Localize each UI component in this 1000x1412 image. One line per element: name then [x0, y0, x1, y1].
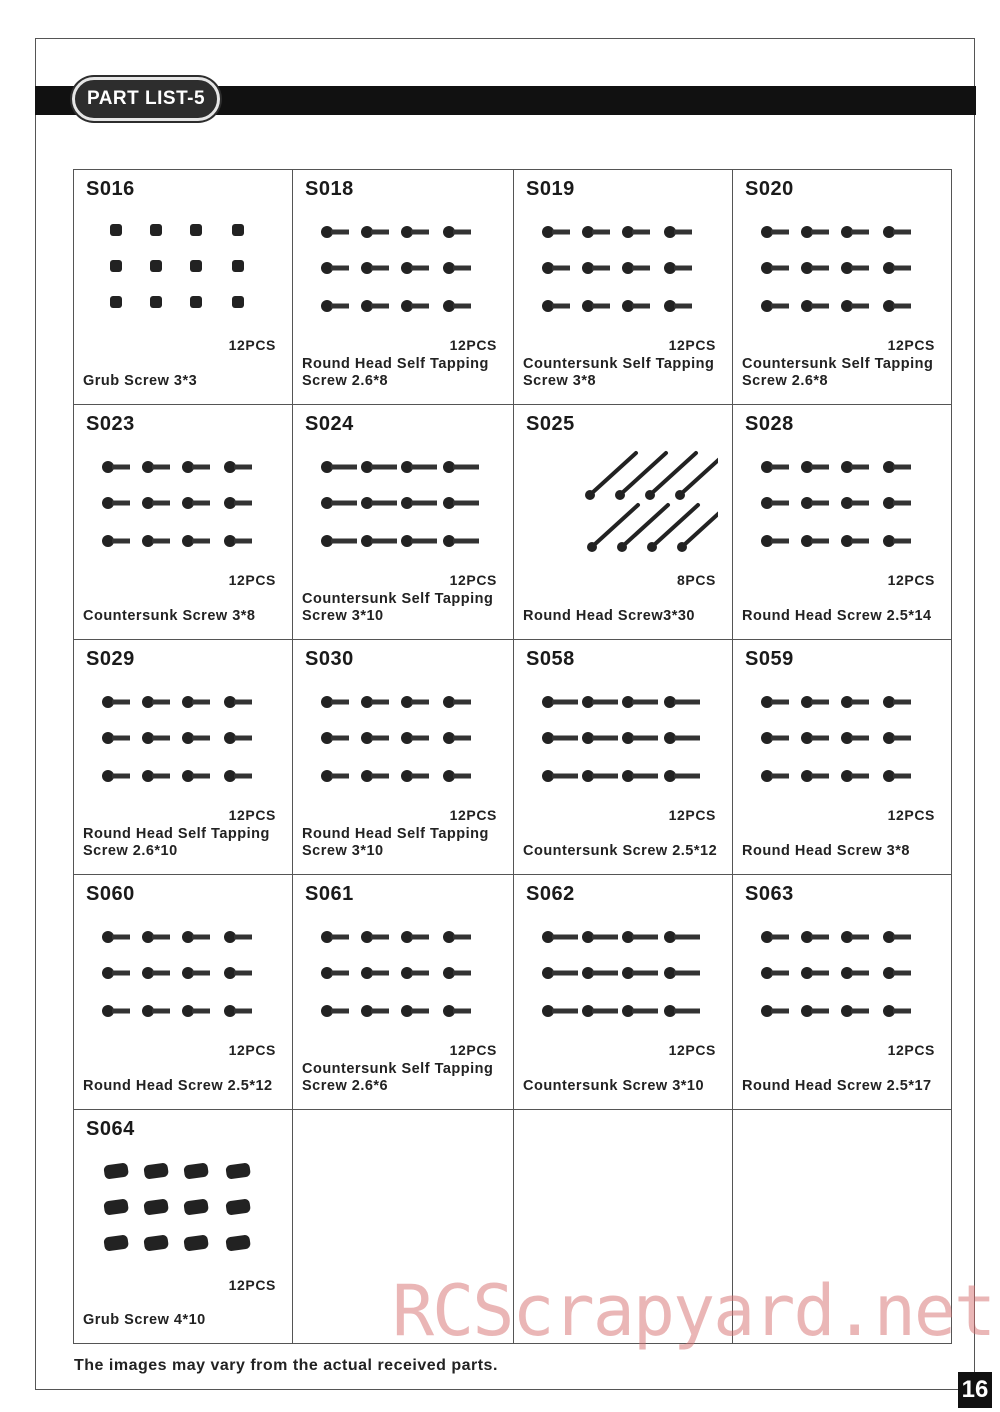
part-cell	[514, 875, 733, 1110]
part-code: S058	[526, 648, 575, 670]
part-cell	[733, 875, 952, 1110]
screw-icon	[747, 210, 937, 328]
part-cell	[74, 875, 293, 1110]
part-cell	[74, 170, 293, 405]
part-name: Grub Screw 4*10	[83, 1312, 206, 1328]
screw-icon	[307, 445, 497, 563]
part-code: S064	[86, 1118, 135, 1140]
part-cell	[74, 1110, 293, 1344]
screw-icon	[747, 915, 937, 1033]
part-quantity: 12PCS	[228, 337, 276, 353]
part-quantity: 12PCS	[449, 807, 497, 823]
screw-icon	[747, 445, 937, 563]
screw-icon	[528, 210, 718, 328]
part-name: Grub Screw 3*3	[83, 373, 198, 389]
part-cell	[74, 640, 293, 875]
part-code: S059	[745, 648, 794, 670]
part-code: S028	[745, 413, 794, 435]
part-name: Countersunk Screw 2.5*12	[523, 843, 718, 859]
part-cell	[293, 170, 514, 405]
part-name: Round Head Self Tapping Screw 2.6*10	[83, 826, 270, 859]
part-quantity: 12PCS	[668, 807, 716, 823]
disclaimer-note: The images may vary from the actual received parts.	[74, 1357, 498, 1374]
part-cell	[293, 405, 514, 640]
part-quantity: 12PCS	[449, 572, 497, 588]
part-name: Round Head Screw 2.5*17	[742, 1078, 932, 1094]
part-quantity: 12PCS	[887, 807, 935, 823]
part-name: Countersunk Screw 3*8	[83, 608, 256, 624]
screw-icon	[747, 680, 937, 798]
part-quantity: 12PCS	[228, 1277, 276, 1293]
page-number: 16	[958, 1372, 992, 1408]
part-quantity: 12PCS	[449, 337, 497, 353]
long-screw-icon	[528, 445, 718, 563]
screw-icon	[88, 915, 278, 1033]
part-code: S024	[305, 413, 354, 435]
screw-icon	[528, 680, 718, 798]
part-cell	[733, 405, 952, 640]
part-name: Round Head Self Tapping Screw 2.6*8	[302, 356, 489, 389]
part-code: S063	[745, 883, 794, 905]
parts-grid	[73, 169, 952, 1344]
section-title-pill	[72, 77, 220, 121]
part-cell	[514, 405, 733, 640]
part-code: S023	[86, 413, 135, 435]
part-code: S060	[86, 883, 135, 905]
part-name: Round Head Self Tapping Screw 3*10	[302, 826, 489, 859]
part-quantity: 12PCS	[887, 572, 935, 588]
part-cell	[514, 170, 733, 405]
part-name: Countersunk Self Tapping Screw 3*10	[302, 591, 494, 624]
screw-icon	[88, 680, 278, 798]
grub-screw-icon	[88, 1150, 278, 1268]
part-code: S029	[86, 648, 135, 670]
part-quantity: 12PCS	[228, 572, 276, 588]
part-quantity: 8PCS	[677, 572, 716, 588]
part-name: Countersunk Screw 3*10	[523, 1078, 705, 1094]
part-name: Round Head Screw 3*8	[742, 843, 910, 859]
part-cell	[733, 640, 952, 875]
screw-icon	[88, 445, 278, 563]
part-name: Countersunk Self Tapping Screw 2.6*8	[742, 356, 934, 389]
part-quantity: 12PCS	[887, 1042, 935, 1058]
part-name: Round Head Screw3*30	[523, 608, 695, 624]
part-code: S016	[86, 178, 135, 200]
watermark: RCScrapyard.net	[392, 1270, 995, 1352]
part-cell	[293, 875, 514, 1110]
part-name: Round Head Screw 2.5*14	[742, 608, 932, 624]
part-cell	[293, 640, 514, 875]
part-quantity: 12PCS	[668, 337, 716, 353]
part-cell	[514, 640, 733, 875]
part-quantity: 12PCS	[887, 337, 935, 353]
grub-screw-icon	[88, 210, 278, 328]
part-quantity: 12PCS	[668, 1042, 716, 1058]
part-quantity: 12PCS	[228, 807, 276, 823]
screw-icon	[307, 915, 497, 1033]
part-cell	[733, 170, 952, 405]
screw-icon	[307, 210, 497, 328]
part-code: S018	[305, 178, 354, 200]
part-name: Round Head Screw 2.5*12	[83, 1078, 273, 1094]
part-name: Countersunk Self Tapping Screw 2.6*6	[302, 1061, 494, 1094]
screw-icon	[307, 680, 497, 798]
part-quantity: 12PCS	[228, 1042, 276, 1058]
part-cell	[74, 405, 293, 640]
part-name: Countersunk Self Tapping Screw 3*8	[523, 356, 715, 389]
part-code: S062	[526, 883, 575, 905]
part-code: S030	[305, 648, 354, 670]
part-code: S061	[305, 883, 354, 905]
screw-icon	[528, 915, 718, 1033]
part-code: S019	[526, 178, 575, 200]
part-quantity: 12PCS	[449, 1042, 497, 1058]
part-code: S025	[526, 413, 575, 435]
part-code: S020	[745, 178, 794, 200]
section-title: PART LIST-5	[86, 88, 206, 109]
